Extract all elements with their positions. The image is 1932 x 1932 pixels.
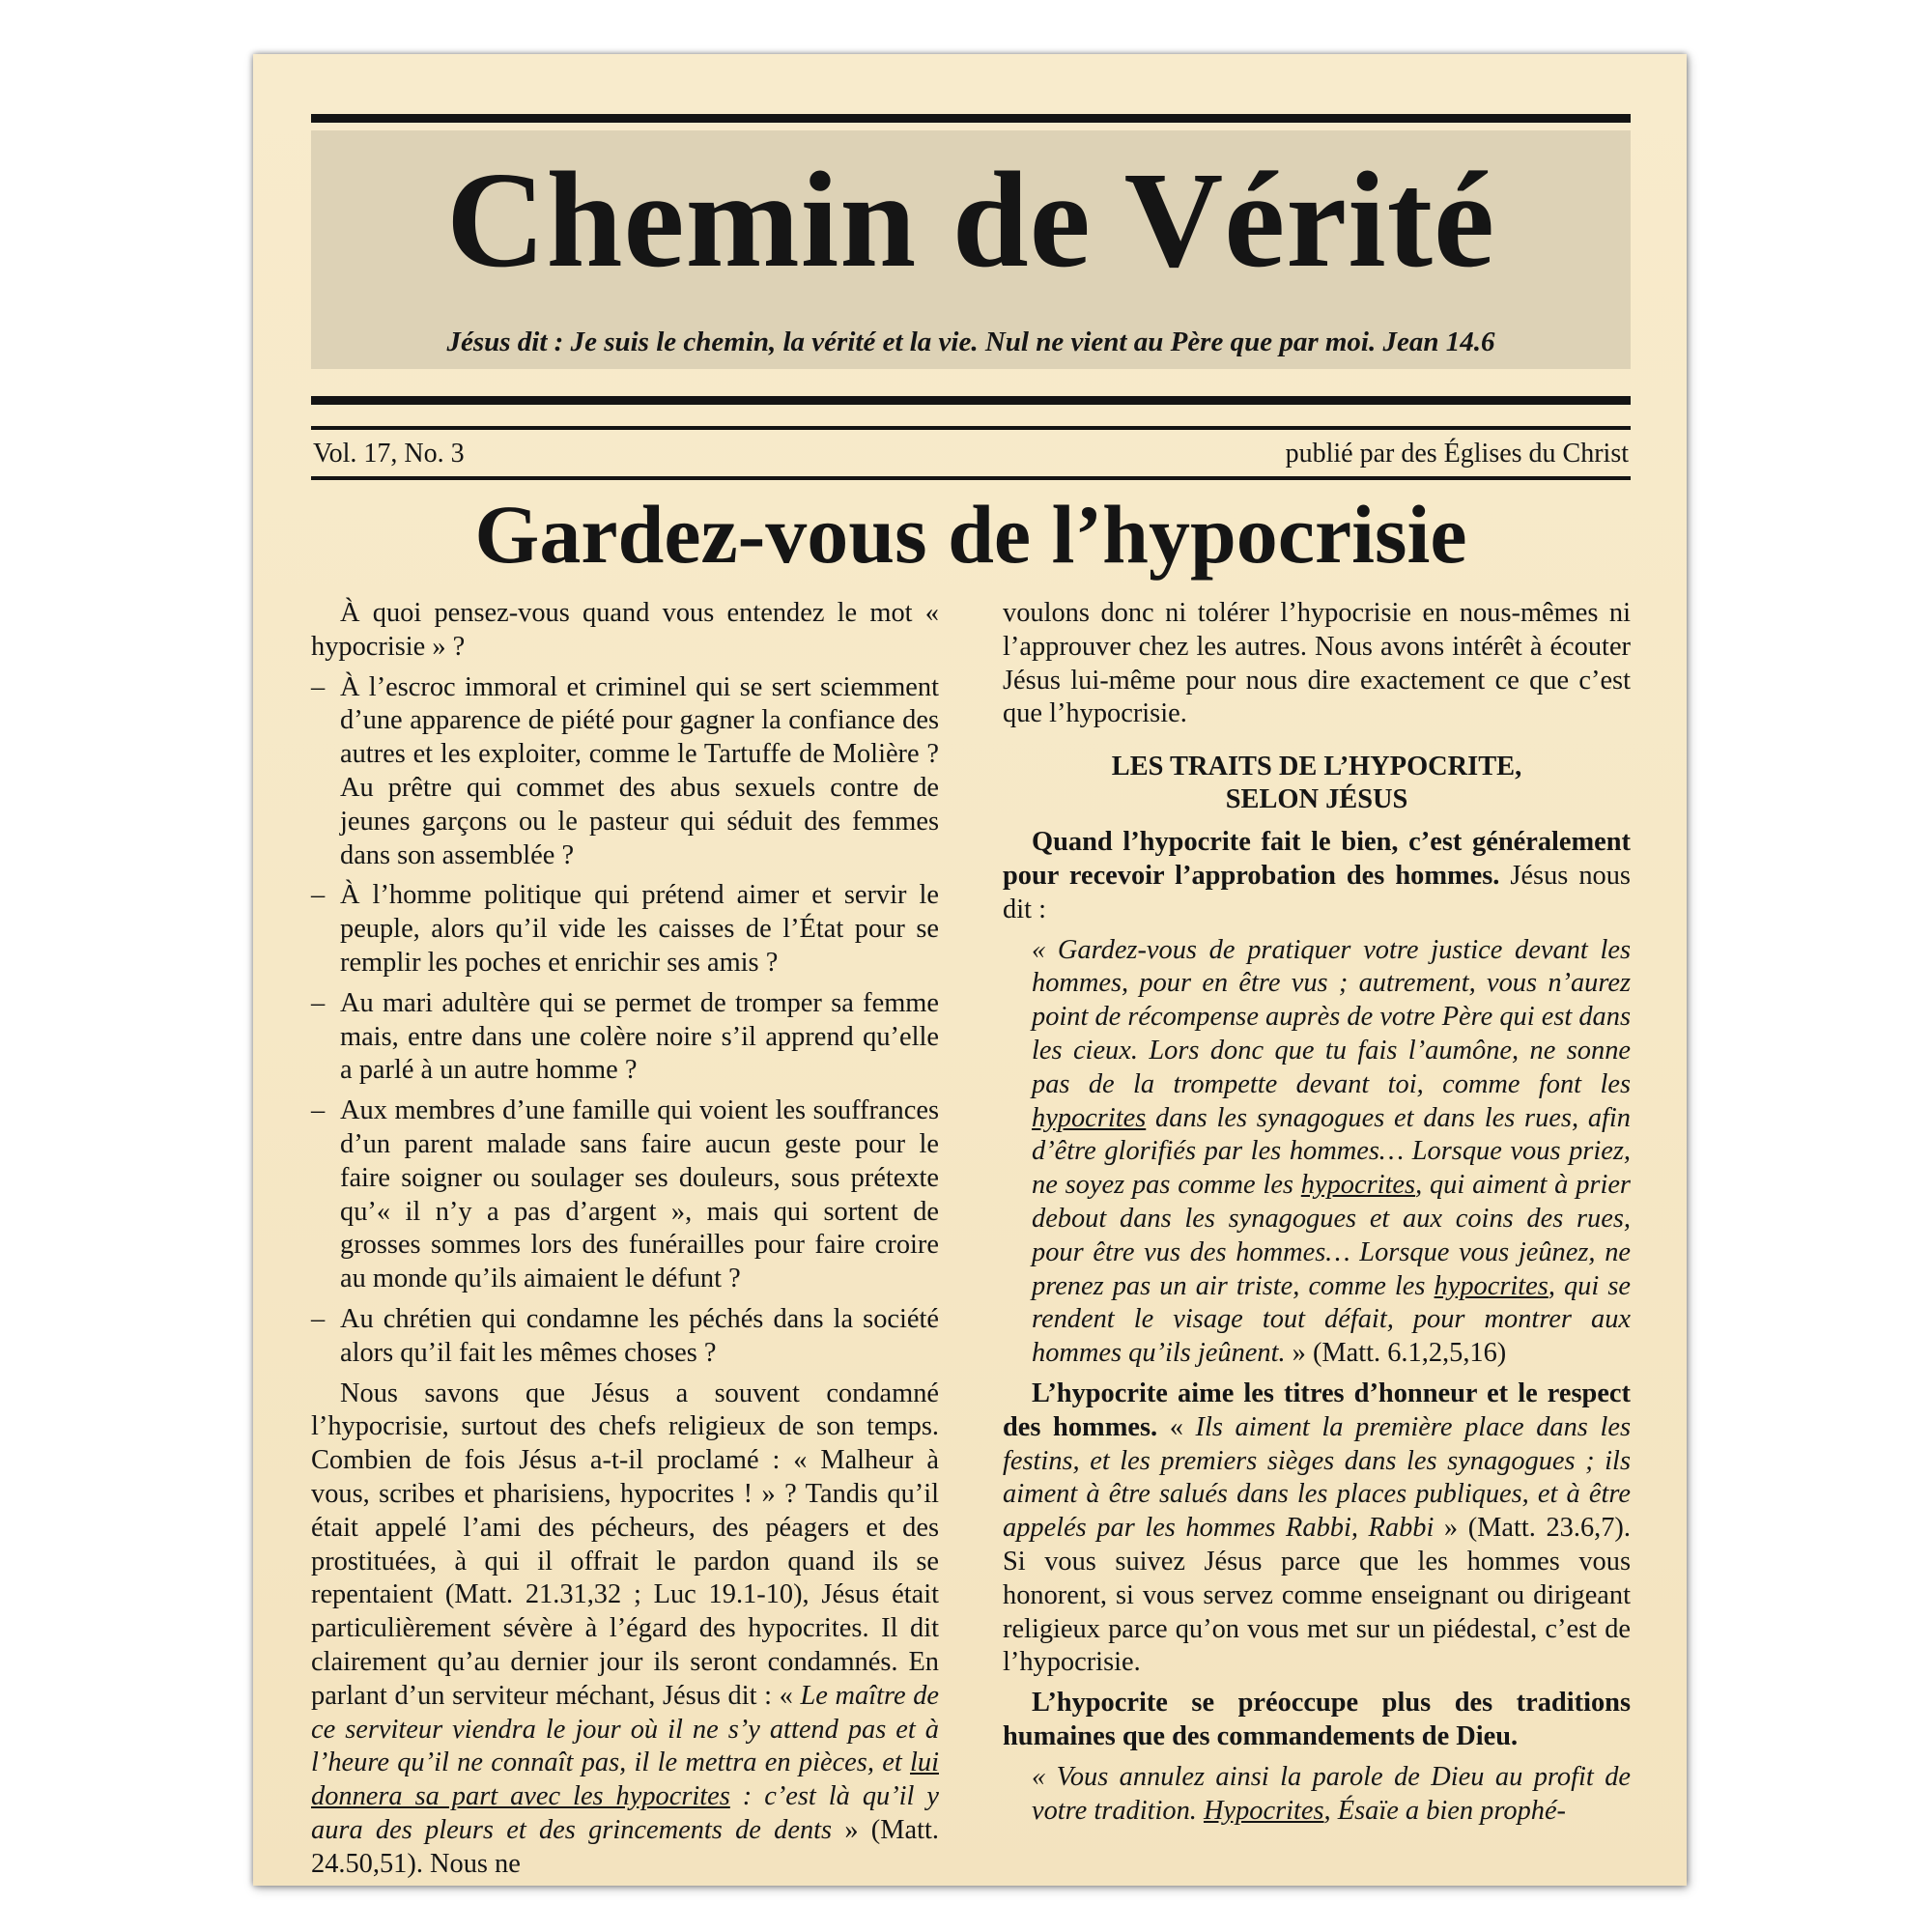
- scripture-quote-end: : c’est là qu’il y aura des pleurs et des grincements de dents: [311, 1781, 940, 1845]
- quote-text: dans les synagogues et dans les rues, afin d’être glorifiés par les hommes… Lorsque vous priez, ne soyez pas comme les: [1032, 1102, 1631, 1201]
- body-text: Nous savons que Jésus a souvent condamné l’hypocrisie, surtout des chefs religieux de son temps. Combien de fois Jésus a-t-il proclamé : « Malheur à vous, scribes et pharisiens, hypocrites ! » ? Tandis qu’il était appelé l’ami des pécheurs, des péagers et des prostituées, à qui il offrait le pardon quand ils se repentaient (Matt. 21.31,32 ; Luc 19.1-10), Jésus était particulièrement sévère à l’égard des hypocrites. Il dit clairement qu’au dernier jour ils seront condamnés. En parlant d’un serviteur méchant, Jésus dit :: [311, 1378, 939, 1711]
- article-headline: Gardez-vous de l’hypocrisie: [474, 488, 1467, 581]
- dash-marker: –: [311, 987, 326, 1018]
- scripture-quote-block: [1003, 934, 1631, 1371]
- quote-text: , qui se rendent le visage tout défait, pour montrer aux hommes qu’ils jeûnent.: [1032, 1270, 1631, 1369]
- dash-marker: –: [311, 1095, 326, 1126]
- scripture-reference: » (Matt. 6.1,2,5,16): [1285, 1338, 1507, 1369]
- list-item: [311, 879, 939, 980]
- volume-number: Vol. 17, No. 3: [313, 439, 465, 469]
- trait-text: » (Matt. 23.6,7). Si vous suivez Jésus parce que les hommes vous honorent, si vous servez comme enseignant ou dirigeant religieux parce qu’on vous met sur un piédestal, c’est de l’hypocrisie.: [1003, 1513, 1631, 1678]
- trait-text: Jésus nous dit :: [1003, 860, 1631, 924]
- issue-top-rule: [311, 426, 1631, 430]
- issue-bottom-rule: [311, 476, 1631, 480]
- list-item: [311, 987, 939, 1088]
- newspaper-page: [253, 54, 1687, 1886]
- scripture-quote: Ils aiment la première place dans les festins, et les premiers sièges dans les synagogues ; ils aiment à être salués dans les places publiques, et à être appelés par les hommes Rabbi, Rabbi: [1003, 1411, 1631, 1544]
- trait-heading: L’hypocrite se préoccupe plus des traditions humaines que des commandements de Dieu.: [1003, 1688, 1631, 1751]
- trait-paragraph: [1003, 826, 1631, 926]
- quote-open-mark: «: [779, 1680, 801, 1711]
- list-item: [311, 671, 939, 873]
- list-item-text: Au mari adultère qui se permet de tromper sa femme mais, entre dans une colère noire s’il apprend qu’elle a parlé à un autre homme ?: [340, 987, 939, 1086]
- masthead-top-rule: [311, 114, 1631, 123]
- quote-text: « Vous annulez ainsi la parole de Dieu au profit de votre tradition.: [1032, 1761, 1631, 1826]
- continuation-paragraph: voulons donc ni tolérer l’hypocrisie en nous-mêmes ni l’approuver chez les autres. Nous avons intérêt à écouter Jésus lui-même pour nous dire exactement ce que c’est que l’hypocrisie.: [1003, 598, 1631, 729]
- underlined-quote: lui donnera sa part avec les hypocrites: [311, 1747, 939, 1812]
- dash-marker: –: [311, 671, 326, 702]
- scripture-quote-block: [1003, 1761, 1631, 1829]
- trait-paragraph: [1003, 1378, 1631, 1680]
- underlined-word: hypocrites: [1300, 1170, 1416, 1201]
- trait-paragraph: [1003, 1687, 1631, 1754]
- section-heading-line-1: LES TRAITS DE L’HYPOCRITE,: [1111, 752, 1522, 782]
- quote-open-mark: «: [1157, 1411, 1196, 1442]
- list-item-text: Aux membres d’une famille qui voient les souffrances d’un parent malade sans faire aucun geste pour le faire soigner ou soulager ses douleurs, sous prétexte qu’« il n’y a pas d’argent », mais qui sortent de grosses sommes lors des funérailles pour faire croire au monde qu’ils aimaient le défunt ?: [340, 1095, 939, 1294]
- list-item-text: À l’homme politique qui prétend aimer et servir le peuple, alors qu’il vide les caisses de l’État pour se remplir les poches et enrichir ses amis ?: [340, 880, 939, 978]
- left-column: [311, 597, 939, 1888]
- masthead: [311, 114, 1631, 408]
- masthead-bottom-rule: [311, 396, 1631, 405]
- dash-marker: –: [311, 1303, 326, 1334]
- intro-paragraph: À quoi pensez-vous quand vous entendez le mot « hypocrisie » ?: [311, 598, 939, 662]
- quote-text: « Gardez-vous de pratiquer votre justice devant les hommes, pour en être vus ; autrement, vous n’aurez point de récompense auprès de votre Père qui est dans les cieux. Lors donc que tu fais l’aumône, ne sonne pas de la trompette devant toi, comme font les: [1032, 934, 1631, 1099]
- scripture-quote: Le maître de ce serviteur viendra le jour où il ne s’y attend pas et à l’heure qu’il ne connaît pas, il le mettra en pièces, et: [311, 1680, 939, 1778]
- underlined-word: Hypocrites: [1203, 1795, 1324, 1826]
- trait-heading: L’hypocrite aime les titres d’honneur et le respect des hommes.: [1003, 1378, 1631, 1442]
- underlined-word: hypocrites: [1434, 1270, 1548, 1301]
- section-heading: [1003, 751, 1631, 816]
- masthead-tagline: Jésus dit : Je suis le chemin, la vérité et la vie. Nul ne vient au Père que par moi. Jean 14.6: [446, 327, 1495, 357]
- section-heading-line-2: SELON JÉSUS: [1225, 784, 1408, 815]
- body-paragraph: [311, 1378, 939, 1882]
- list-item-text: Au chrétien qui condamne les péchés dans la société alors qu’il fait les mêmes choses ?: [340, 1303, 939, 1368]
- underlined-word: hypocrites: [1032, 1102, 1147, 1133]
- right-column: [1003, 597, 1631, 1834]
- dash-marker: –: [311, 880, 326, 911]
- quote-text: , Ésaïe a bien prophé-: [1323, 1795, 1567, 1826]
- list-item-text: À l’escroc immoral et criminel qui se sert sciemment d’une apparence de piété pour gagner la confiance des autres et les exploiter, comme le Tartuffe de Molière ? Au prêtre qui commet des abus sexuels contre de jeunes garçons ou le pasteur qui séduit des femmes dans son assemblée ?: [340, 671, 939, 870]
- trait-heading: Quand l’hypocrite fait le bien, c’est généralement pour recevoir l’approbation des hommes.: [1003, 827, 1631, 891]
- list-item: [311, 1094, 939, 1296]
- quote-text: , qui aiment à prier debout dans les synagogues et aux coins des rues, pour être vus des hommes… Lorsque vous jeûnez, ne prenez pas un air triste, comme les: [1032, 1170, 1631, 1301]
- list-item: [311, 1303, 939, 1371]
- scripture-reference: » (Matt. 24.50,51). Nous ne: [311, 1814, 939, 1879]
- issue-line: [311, 435, 1631, 473]
- newspaper-title: Chemin de Vérité: [445, 143, 1496, 296]
- publisher-line: publié par des Églises du Christ: [1285, 439, 1629, 469]
